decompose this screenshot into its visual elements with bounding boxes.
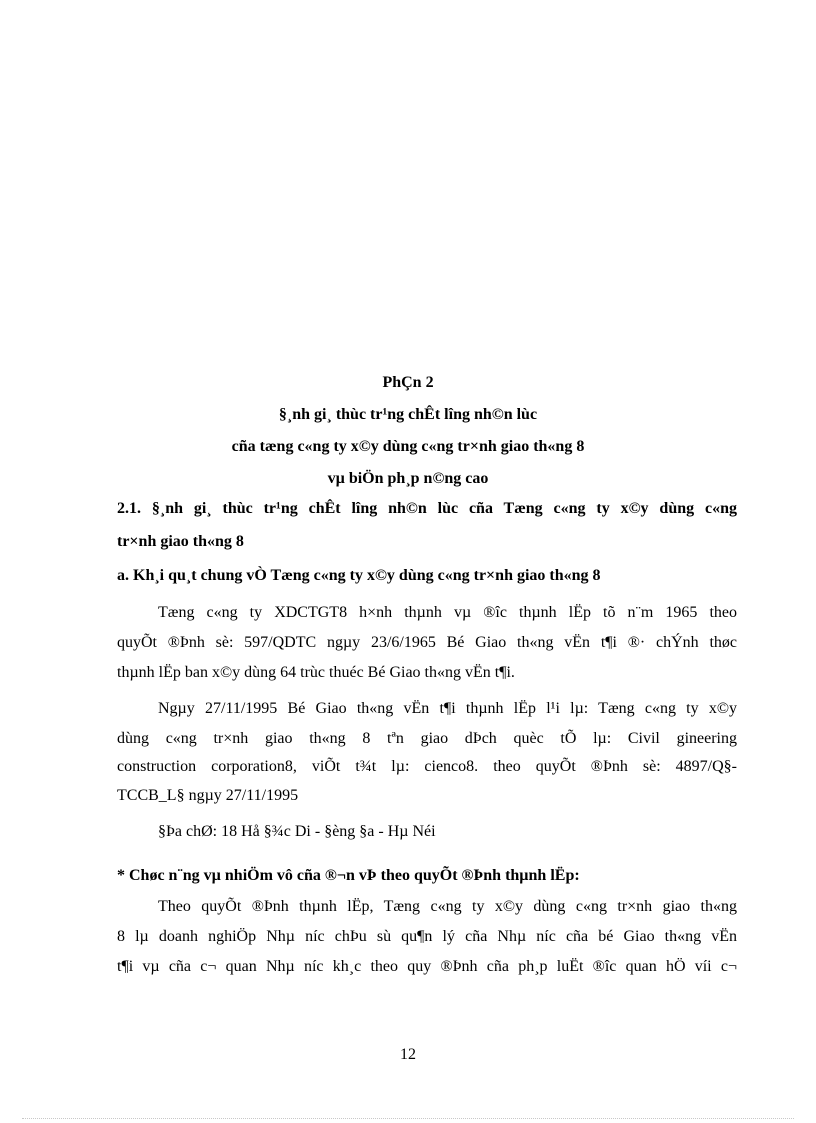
chapter-title-line-2: cña tæng c«ng ty x©y dùng c«ng tr×nh giao th«ng 8 [231, 438, 585, 455]
functions-heading: * Chøc n¨ng vµ nhiÖm vô cña ®¬n vÞ theo quyÕt ®Þnh thµnh lËp: [117, 867, 580, 884]
address-line: §Þa chØ: 18 Hå §¾c Di - §èng §a - Hµ Néi [158, 823, 436, 840]
paragraph-2-line-2: dùng c«ng tr×nh giao th«ng 8 tªn giao dÞch quèc tÕ lµ: Civil gineering [117, 730, 737, 747]
paragraph-2-line-1: Ngµy 27/11/1995 Bé Giao th«ng vËn t¶i thµnh lËp l¹i lµ: Tæng c«ng ty x©y [158, 700, 737, 717]
paragraph-1-line-2: quyÕt ®Þnh sè: 597/QDTC ngµy 23/6/1965 Bé Giao th«ng vËn t¶i ®· chÝnh thøc [117, 634, 737, 651]
part-title: PhÇn 2 [382, 374, 434, 391]
section-2-1-heading-line-1: 2.1. §¸nh gi¸ thùc tr¹ng chÊt lîng nh©n lùc cña Tæng c«ng ty x©y dùng c«ng [117, 500, 737, 517]
page-number: 12 [400, 1046, 416, 1063]
paragraph-2-line-3: construction corporation8, viÕt t¾t lµ: cienco8. theo quyÕt ®Þnh sè: 4897/Q§- [117, 758, 737, 775]
chapter-title-line-1: §¸nh gi¸ thùc tr¹ng chÊt lîng nh©n lùc [278, 406, 538, 423]
section-2-1-heading-line-2: tr×nh giao th«ng 8 [117, 533, 244, 550]
paragraph-3-line-2: 8 lµ doanh nghiÖp Nhµ níc chÞu sù qu¶n lý cña Nhµ níc cña bé Giao th«ng vËn [117, 928, 737, 945]
paragraph-1-line-1: Tæng c«ng ty XDCTGT8 h×nh thµnh vµ ®îc thµnh lËp tõ n¨m 1965 theo [158, 604, 737, 621]
paragraph-3-line-1: Theo quyÕt ®Þnh thµnh lËp, Tæng c«ng ty x©y dùng c«ng tr×nh giao th«ng [158, 898, 737, 915]
paragraph-1-line-3: thµnh lËp ban x©y dùng 64 trùc thuéc Bé Giao th«ng vËn t¶i. [117, 664, 515, 681]
page-bottom-divider [22, 1118, 794, 1119]
paragraph-2-line-4: TCCB_L§ ngµy 27/11/1995 [117, 787, 299, 804]
chapter-title-line-3: vµ biÖn ph¸p n©ng cao [327, 470, 489, 487]
paragraph-3-line-3: t¶i vµ cña c¬ quan Nhµ níc kh¸c theo quy ®Þnh cña ph¸p luËt ®îc quan hÖ víi c¬ [117, 958, 737, 975]
subsection-a-heading: a. Kh¸i qu¸t chung vÒ Tæng c«ng ty x©y dùng c«ng tr×nh giao th«ng 8 [117, 567, 601, 584]
